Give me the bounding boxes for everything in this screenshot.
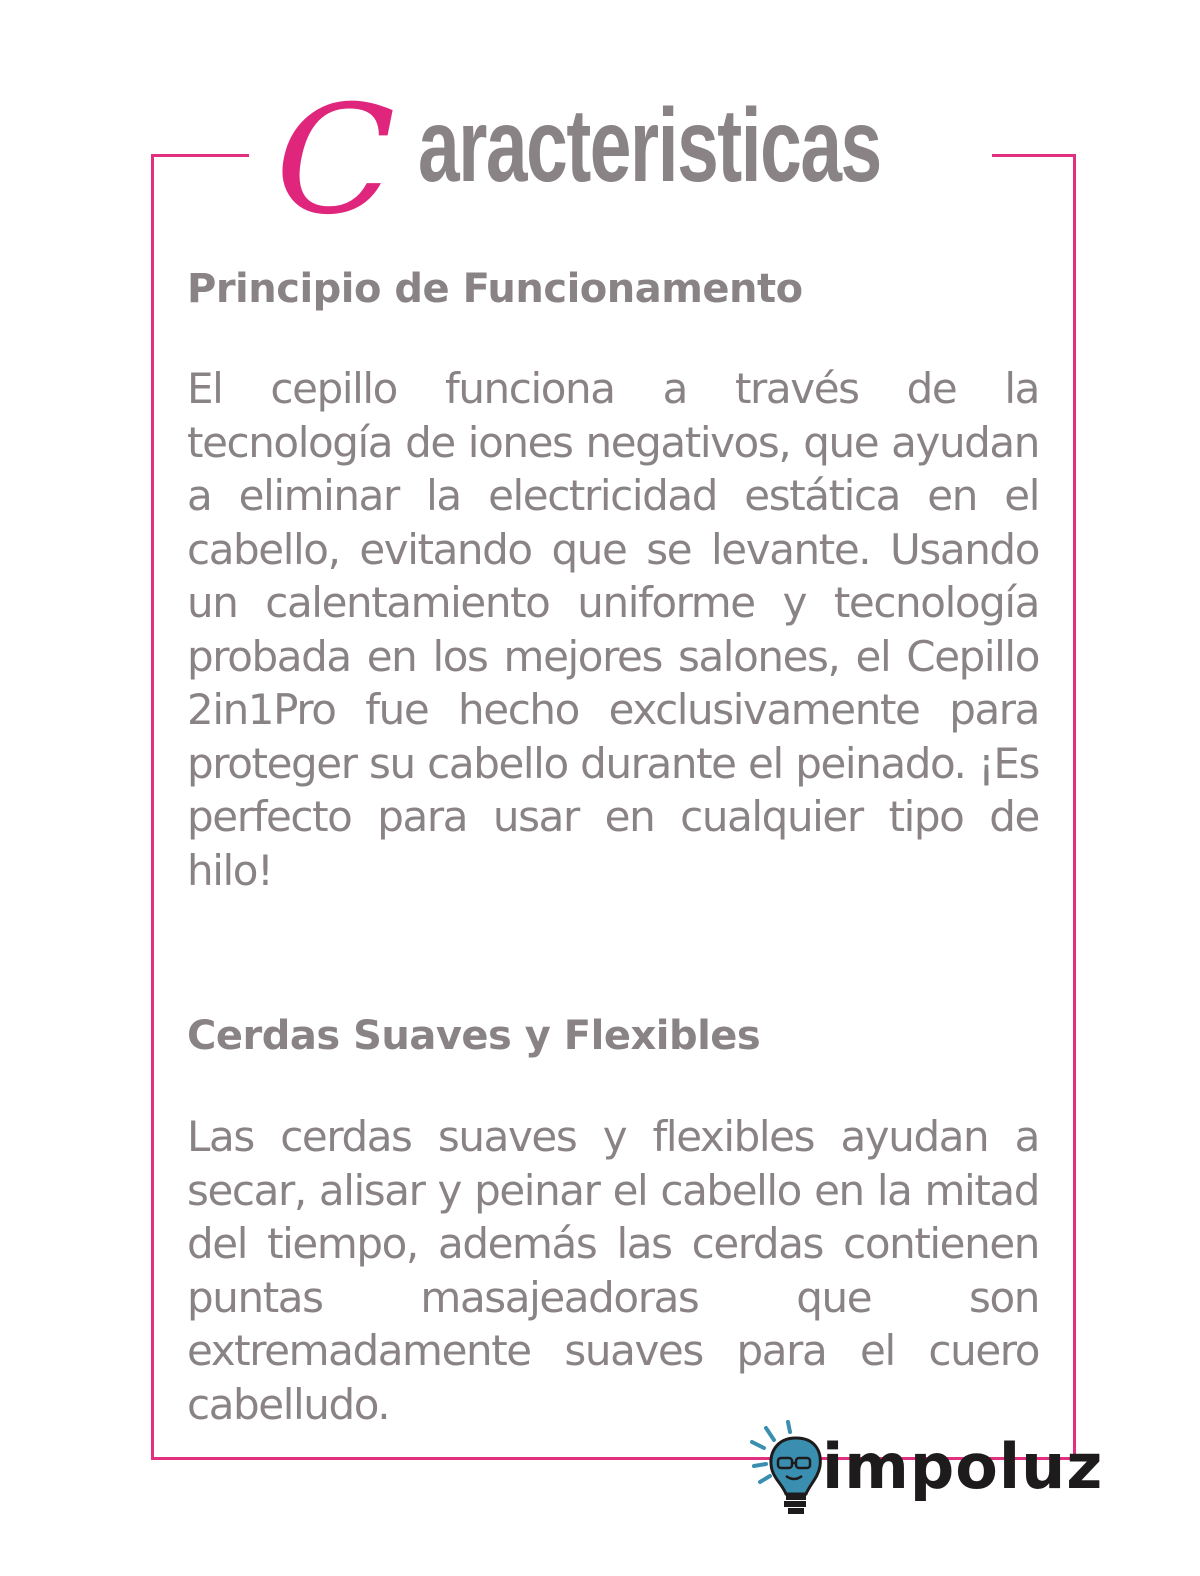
section-heading-cerdas: Cerdas Suaves y Flexibles <box>187 1013 761 1059</box>
section-heading-principio: Principio de Funcionamento <box>187 266 803 312</box>
frame-right-line <box>1073 154 1076 1460</box>
page-title <box>275 74 978 248</box>
frame-top-left-line <box>151 154 249 157</box>
section-body-principio: El cepillo funciona a través de la tecnología de iones negativos, que ayudan a eliminar la electricidad estática en el cabello, evitando que se levante. Usando un calentamiento uniforme y tecnología probada en los mejores salones, el Cepillo 2in1Pro fue hecho exclusivamente para proteger su cabello durante el peinado. ¡Es perfecto para usar en cualquier tipo de hilo! <box>187 364 1039 895</box>
title-text: aracteristicas <box>418 88 881 204</box>
frame-left-line <box>151 154 154 1460</box>
title-script-initial: C <box>275 74 396 248</box>
brand-logo <box>748 1418 1104 1528</box>
frame-top-right-line <box>992 154 1076 157</box>
logo-text: impoluz <box>822 1430 1104 1503</box>
section-body-cerdas: Las cerdas suaves y flexibles ayudan a secar, alisar y peinar el cabello en la mitad del tiempo, además las cerdas contienen puntas masajeadoras que son extremadamente suaves para el cuero cabelludo. <box>187 1112 1039 1429</box>
